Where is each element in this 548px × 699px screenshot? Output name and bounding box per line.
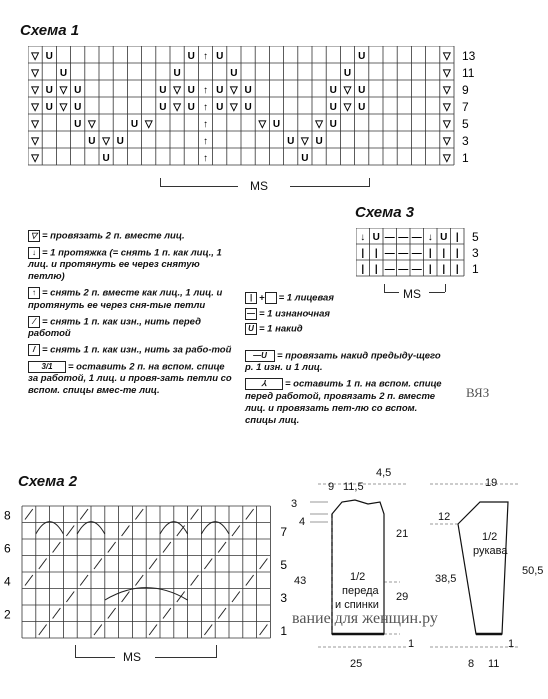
sleeve-dim-12: 12 [438,511,451,523]
scheme-1-row-number: 7 [462,100,469,114]
slip-back-icon: / [28,344,40,356]
svg-text:U: U [216,102,224,113]
svg-text:▽: ▽ [443,51,451,62]
sleeve-dim-19: 19 [485,477,498,489]
svg-text:U: U [74,102,82,113]
legend-yo: = 1 накид [259,323,303,335]
svg-text:|: | [361,264,365,275]
front-label-3: и спинки [335,599,379,611]
svg-text:▽: ▽ [59,85,68,96]
scheme-2-left-number: 8 [4,508,11,523]
svg-text:U: U [244,85,252,96]
svg-text:|: | [455,232,459,243]
svg-text:U: U [301,153,309,164]
sleeve-dim-8: 8 [468,658,475,670]
svg-text:U: U [74,119,82,130]
svg-text:▽: ▽ [258,119,267,130]
svg-text:▽: ▽ [443,85,451,96]
svg-text:U: U [329,119,337,130]
svg-text:U: U [116,136,124,147]
svg-text:↓: ↓ [360,232,366,243]
svg-text:↑: ↑ [203,85,208,96]
svg-text:U: U [272,119,281,130]
legend-slip-front: = снять 1 п. как изн., нить перед работой [28,316,201,340]
purl-icon: — [247,308,255,318]
scheme-1-row-numbers [462,49,476,165]
scheme-3-row-number: 3 [472,246,479,260]
svg-text:|: | [428,264,432,275]
scheme-2-right-number: 7 [280,525,288,539]
svg-text:U: U [329,102,337,113]
svg-text:U: U [216,51,224,62]
svg-text:—: — [384,232,395,243]
svg-text:U: U [88,136,96,147]
svg-text:▽: ▽ [31,51,39,62]
scheme-1-row-number: 5 [462,117,469,131]
legend-cable-front: = оставить 1 п. на вспом. спице перед работой, провязать 2 п. вместе лиц. и провязать пет-лю со вспом. спицы лиц. [245,378,442,426]
svg-text:▽: ▽ [343,102,352,113]
scheme-3-title: Схема 3 [355,204,415,221]
svg-text:▽: ▽ [173,102,181,113]
svg-text:▽: ▽ [102,136,110,147]
scheme-3-row-number: 5 [472,230,479,244]
yarn-over-icon: U [245,323,257,335]
scheme-1-row-number: 9 [462,83,469,97]
scheme-2-chart [0,498,290,643]
svg-text:U: U [102,153,110,164]
scheme-2-left-number: 4 [4,574,11,589]
svg-text:—: — [398,264,409,275]
svg-text:U: U [187,102,195,113]
front-dim-4: 4 [299,516,306,528]
scheme-1-title: Схема 1 [20,22,80,39]
svg-text:—: — [384,248,395,259]
svg-text:U: U [216,85,224,96]
sleeve-label-2: рукава [473,545,508,557]
svg-text:U: U [329,85,337,96]
legend-ssk: = 1 протяжка (= снять 1 п. как лиц., 1 лиц. и протянуть ее через снятую петлю) [28,247,222,283]
svg-text:▽: ▽ [230,102,238,113]
legend-right: | + = 1 лицевая — = 1 изнаночная U = 1 накид —U = провязать накид предыду-щего р. 1 изн. и 1 лиц. ⅄ = оставить 1 п. на вспом. спице перед работой, провязать 2 п. вместе лиц. и провязать пет-лю со вспом. спицы лиц. [245,292,442,426]
svg-text:|: | [455,264,459,275]
legend-yo-purl-knit: = провязать накид предыду-щего р. 1 изн. и 1 лиц. [245,350,441,374]
svg-text:▽: ▽ [31,153,39,164]
front-dim-29: 29 [396,591,409,603]
svg-text:|: | [455,248,459,259]
svg-text:U: U [45,102,53,113]
front-label-1: 1/2 [350,571,366,583]
legend-purl: = 1 изнаночная [259,308,331,320]
watermark-bottom: вание для женщин.ру [292,610,438,627]
k2tog-icon: ▽ [28,230,40,242]
scheme-1-ms-label: MS [250,179,268,193]
sk2p-icon: ↑ [28,287,40,299]
scheme-2-left-number: 6 [4,541,11,556]
sleeve-dim-38-5: 38,5 [435,573,457,585]
front-dim-3: 3 [291,498,298,510]
svg-text:U: U [440,232,448,243]
svg-text:↑: ↑ [203,102,208,113]
svg-text:U: U [187,51,195,62]
svg-text:|: | [361,248,365,259]
front-dim-21: 21 [396,528,409,540]
sleeve-label-1: 1/2 [482,531,498,543]
scheme-2-ms-label: MS [123,650,141,664]
svg-text:—: — [384,264,395,275]
svg-text:U: U [74,85,82,96]
svg-text:U: U [287,136,295,147]
svg-text:|: | [442,264,446,275]
front-dim-1: 1 [408,638,415,650]
scheme-2-left-number: 2 [4,607,11,622]
svg-text:▽: ▽ [31,102,39,113]
cable-icon: 3/1 [28,361,66,373]
front-dim-25: 25 [350,658,363,670]
scheme-3-ms-label: MS [403,287,421,301]
scheme-3-row-number: 1 [472,262,479,276]
legend-knit: = 1 лицевая [278,292,334,304]
svg-text:U: U [315,136,323,147]
svg-text:▽: ▽ [31,119,39,130]
scheme-1-row-number: 13 [462,49,476,63]
front-dim-9: 9 [328,481,335,493]
svg-text:↑: ↑ [203,153,208,164]
svg-text:|: | [442,248,446,259]
front-dim-43: 43 [294,575,307,587]
svg-text:▽: ▽ [144,119,153,130]
svg-text:▽: ▽ [88,119,96,130]
svg-text:▽: ▽ [31,68,39,79]
knit-blank-icon [265,292,277,304]
svg-text:U: U [130,119,139,130]
svg-text:—: — [411,248,422,259]
scheme-3-chart [356,228,496,280]
front-dim-4-5: 4,5 [376,467,392,479]
svg-text:↑: ↑ [203,119,208,130]
svg-text:▽: ▽ [173,85,181,96]
front-label-2: переда [342,585,379,597]
scheme-2-title: Схема 2 [18,473,78,490]
legend-left [28,230,233,397]
scheme-2-right-number: 3 [280,591,288,605]
sleeve-dim-1: 1 [508,638,515,650]
svg-text:U: U [45,51,53,62]
svg-text:▽: ▽ [301,136,309,147]
front-dim-11-5: 11,5 [343,481,364,493]
svg-text:▽: ▽ [443,136,451,147]
svg-text:U: U [159,85,167,96]
svg-text:U: U [358,51,366,62]
watermark-top: ВЯЗ [466,385,490,400]
svg-text:|: | [374,264,378,275]
svg-text:▽: ▽ [443,153,451,164]
legend-cable: = оставить 2 п. на вспом. спице за работой, 1 лиц. и провя-зать петли со вспом. спицы вмес-те лиц. [28,361,232,397]
scheme-1-row-number: 1 [462,151,469,165]
svg-text:↑: ↑ [203,51,208,62]
svg-text:U: U [372,232,380,243]
svg-text:↓: ↓ [427,232,433,243]
svg-text:—: — [398,232,409,243]
ssk-icon: ↓ [28,247,40,259]
svg-text:▽: ▽ [443,119,451,130]
yo-purl-knit-icon: —U [245,350,275,362]
legend-slip-back: = снять 1 п. как изн., нить за рабо-той [42,344,232,356]
legend-sk2p: = снять 2 п. вместе как лиц., 1 лиц. и протянуть ее через сня-тые петли [28,287,223,311]
svg-text:|: | [374,248,378,259]
svg-text:▽: ▽ [31,136,39,147]
scheme-2-right-number: 5 [280,558,288,572]
svg-text:U: U [59,68,68,79]
legend-k2tog: = провязать 2 п. вместе лиц. [42,230,185,242]
garment-patterns [280,462,548,692]
svg-text:—: — [398,248,409,259]
svg-text:▽: ▽ [31,85,39,96]
svg-text:—: — [411,232,422,243]
svg-text:▽: ▽ [59,102,68,113]
svg-text:—: — [411,264,422,275]
svg-text:▽: ▽ [230,85,238,96]
svg-text:▽: ▽ [443,102,451,113]
svg-text:▽: ▽ [315,119,323,130]
svg-text:U: U [159,102,167,113]
svg-text:|: | [428,248,432,259]
scheme-2-right-number: 1 [280,624,288,638]
svg-text:U: U [358,85,366,96]
sleeve-dim-50-5: 50,5 [522,565,544,577]
svg-text:U: U [187,85,195,96]
svg-text:U: U [45,85,53,96]
cable-front-icon: ⅄ [245,378,283,390]
scheme-1-row-number: 11 [462,66,475,80]
svg-text:▽: ▽ [343,85,352,96]
scheme-2-ms-bracket [75,645,217,665]
svg-text:▽: ▽ [443,68,451,79]
knit-icon: | [245,292,257,304]
sleeve-dim-11: 11 [488,658,500,670]
svg-text:U: U [358,102,366,113]
svg-text:U: U [230,68,238,79]
scheme-1-ms-bracket [160,178,370,192]
slip-front-icon: ⁄ [28,316,40,328]
svg-text:U: U [343,68,352,79]
svg-text:↑: ↑ [203,136,208,147]
svg-text:U: U [244,102,252,113]
scheme-1-row-number: 3 [462,134,469,148]
svg-text:U: U [173,68,181,79]
